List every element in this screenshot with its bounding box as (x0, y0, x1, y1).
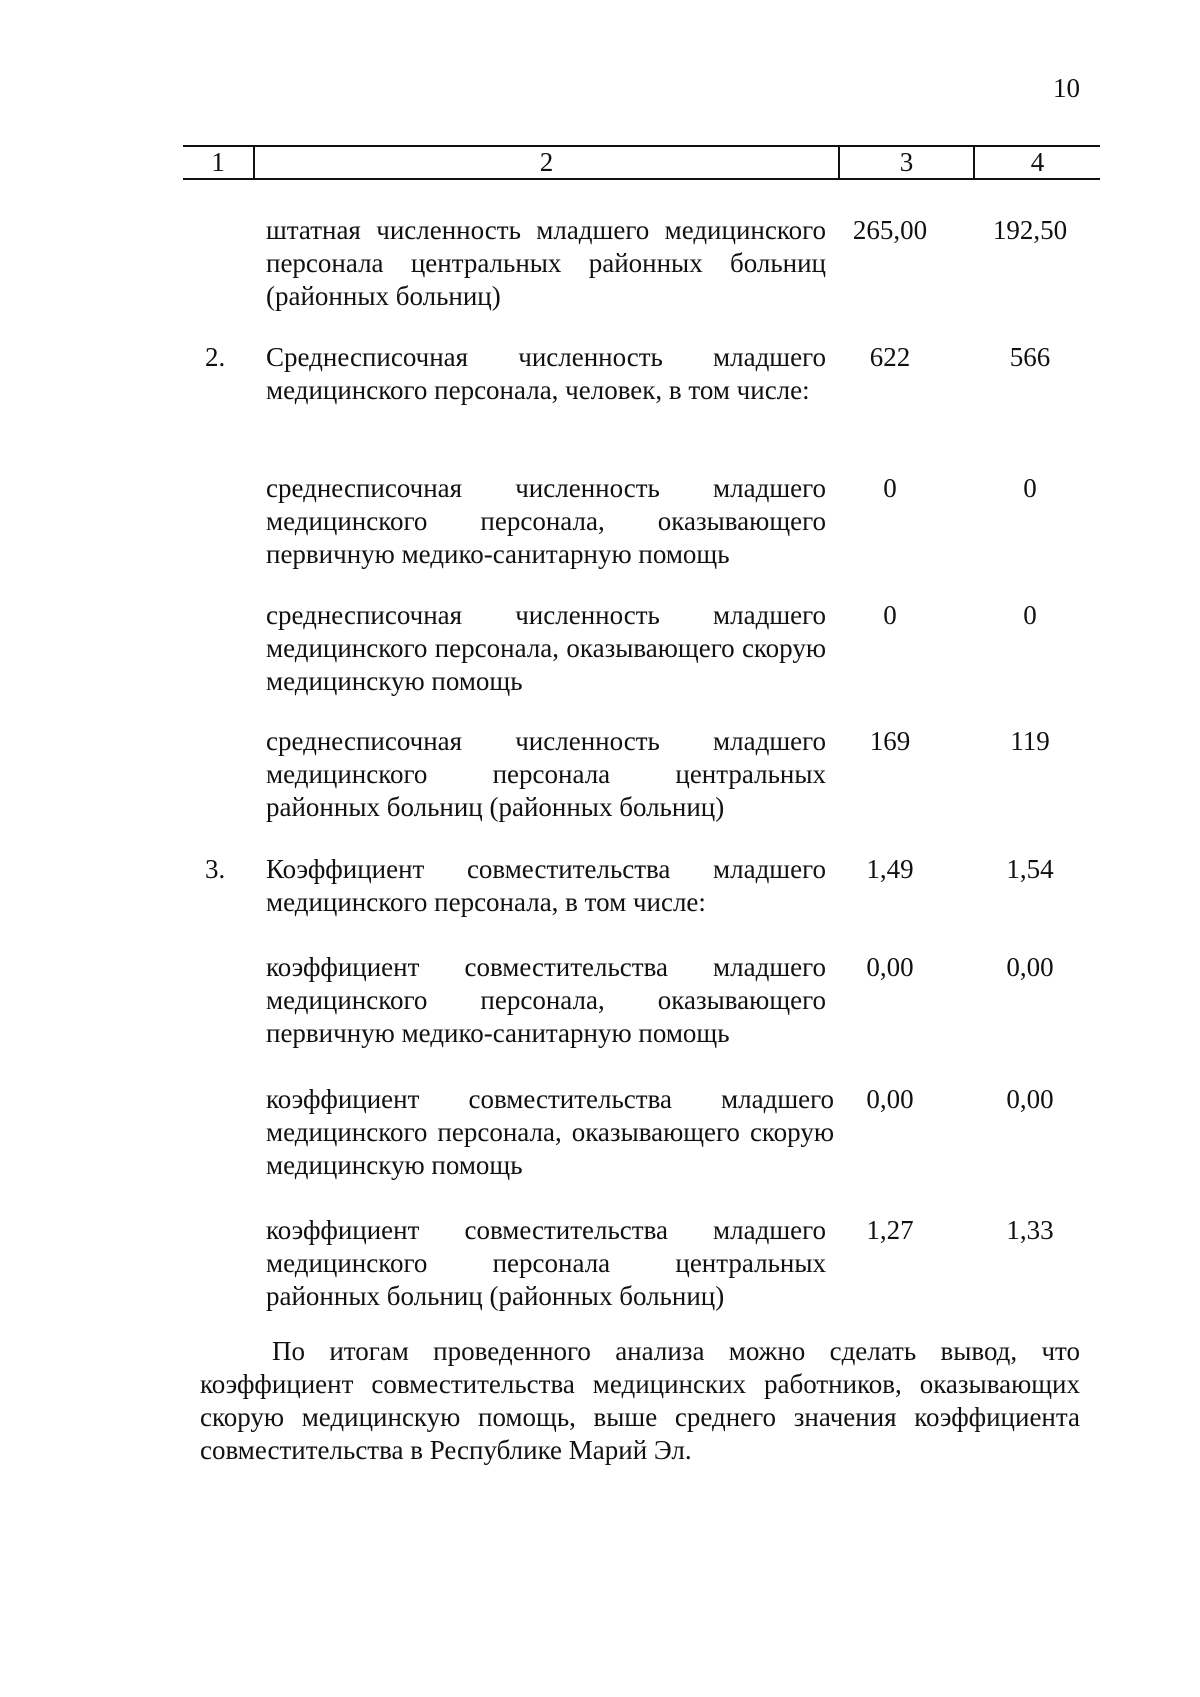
row-description: Коэффициент совместительства младшего медицинского персонала, в том числе: (266, 854, 826, 917)
row-value-col4: 1,33 (1006, 1215, 1054, 1245)
row-value-col3: 0,00 (866, 952, 914, 982)
row-value-col3: 0 (883, 473, 897, 503)
row-description: среднесписочная численность младшего медицинского персонала, оказывающего скорую медицинскую помощь (266, 600, 826, 696)
row-value-col4: 0,00 (1006, 1084, 1054, 1114)
conclusion-paragraph: По итогам проведенного анализа можно сделать вывод, что коэффициент совместительства медицинских работников, оказывающих скорую медицинскую помощь, выше среднего значения коэффициента совместительства в Республике Марий Эл. (200, 1336, 1080, 1465)
row-value-col3: 622 (869, 342, 911, 372)
row-number: 2. (205, 342, 226, 372)
row-value-col3: 0 (883, 600, 897, 630)
row-value-col3: 265,00 (852, 215, 928, 245)
header-col-3: 3 (899, 147, 914, 177)
row-description: коэффициент совместительства младшего медицинского персонала, оказывающего скорую медицинскую помощь (266, 1084, 834, 1180)
row-value-col4: 1,54 (1006, 854, 1054, 884)
table-header (183, 145, 1100, 179)
row-number: 3. (205, 854, 226, 884)
row-value-col3: 169 (869, 726, 911, 756)
header-col-2: 2 (539, 147, 554, 177)
row-value-col4: 0,00 (1006, 952, 1054, 982)
row-value-col3: 1,27 (866, 1215, 914, 1245)
row-value-col4: 119 (1010, 726, 1050, 756)
row-description: Среднесписочная численность младшего медицинского персонала, человек, в том числе: (266, 342, 826, 405)
row-value-col4: 0 (1023, 473, 1037, 503)
row-value-col4: 192,50 (992, 215, 1068, 245)
row-value-col4: 0 (1023, 600, 1037, 630)
row-description: штатная численность младшего медицинского персонала центральных районных больниц (районных больниц) (266, 215, 826, 311)
row-value-col4: 566 (1009, 342, 1051, 372)
row-value-col3: 1,49 (866, 854, 914, 884)
header-col-4: 4 (1030, 147, 1045, 177)
row-value-col3: 0,00 (866, 1084, 914, 1114)
header-col-1: 1 (211, 147, 225, 177)
row-description: коэффициент совместительства младшего медицинского персонала центральных районных больниц (районных больниц) (266, 1215, 826, 1311)
row-description: среднесписочная численность младшего медицинского персонала, оказывающего первичную медико-санитарную помощь (266, 473, 826, 569)
page-number: 10 (1053, 73, 1080, 103)
row-description: коэффициент совместительства младшего медицинского персонала, оказывающего первичную медико-санитарную помощь (266, 952, 826, 1048)
row-description: среднесписочная численность младшего медицинского персонала центральных районных больниц (районных больниц) (266, 726, 826, 822)
